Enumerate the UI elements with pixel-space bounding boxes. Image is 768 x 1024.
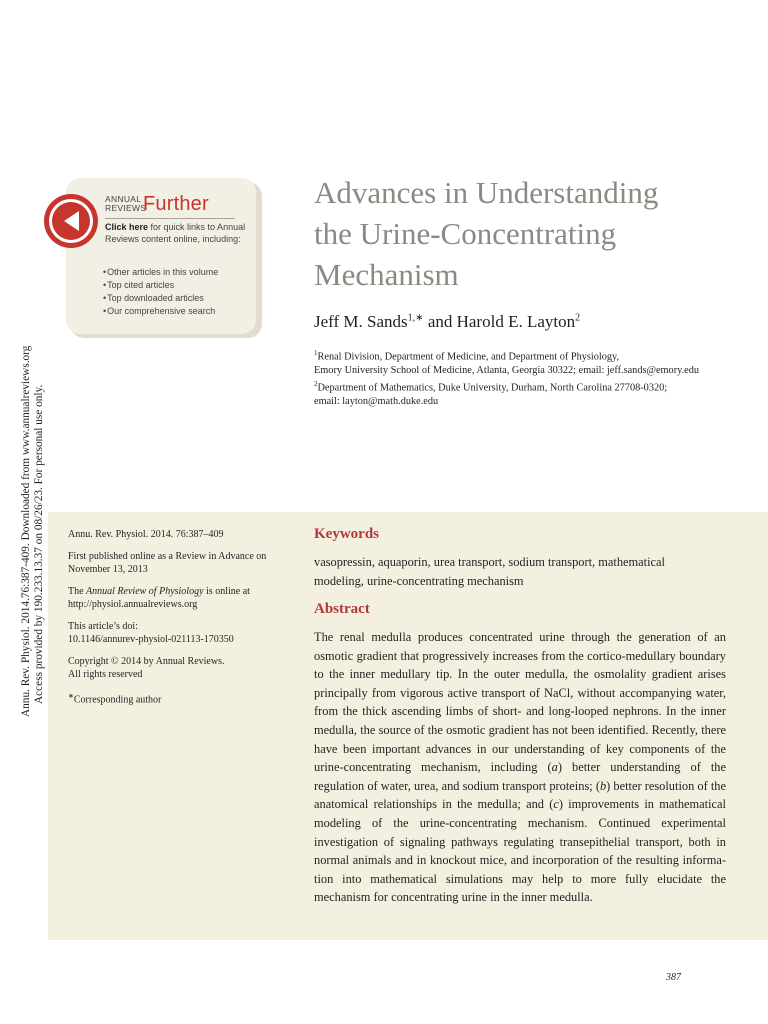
- article-title: Advances in Understanding the Urine-Concentrating Mechanism: [314, 175, 659, 292]
- side-note-line1: Annu. Rev. Physiol. 2014.76:387-409. Downloaded from www.annualreviews.org: [20, 345, 32, 717]
- further-links-list: [103, 266, 218, 318]
- doi: This article’s doi: 10.1146/annurev-physiol-021113-170350: [68, 621, 234, 645]
- copyright: Copyright © 2014 by Annual Reviews. All rights reserved: [68, 656, 225, 680]
- further-link-top-downloaded[interactable]: • Top downloaded articles: [103, 292, 218, 305]
- side-access-note: [0, 0, 45, 1024]
- further-link-other-articles[interactable]: • Other articles in this volume: [103, 266, 218, 279]
- keywords-text: vasopressin, aquaporin, urea transport, sodium transport, mathematical modeling, urine-concentrating mechanism: [314, 555, 665, 588]
- annual-reviews-logo: ANNUAL REVIEWS: [105, 194, 147, 213]
- abstract-heading: Abstract: [314, 601, 370, 617]
- author-sands: Jeff M. Sands: [314, 312, 408, 331]
- online-note: The Annual Review of Physiology is online at http://physiol.annualreviews.org: [68, 586, 250, 610]
- abstract-text: The renal medulla produces concentrated urine through the generation of an osmotic gradient that progressively increases from the cortico-medullary boundary to the inner medullary tip. In the outer medulla, the osmolality gradient arises principally from vigorous active transport of NaCl, without accompanying water, from the thick ascending limbs of short- and long-looped nephrons. In the inner medulla, the source of the osmotic gradient has not been identified. Recently, there have been important advances in our understanding of key components of the urine-concentrating mechanism, including (a) better understanding of the regulation of water, urea, and sodium transport proteins; (b) better resolution of the anatomical relationships in the medulla; and (c) improvements in mathematical modeling of the urine-concentrating mechanism. Continued experimental investigation of signaling pathways regulating transepithelial transport, both in normal animals and in knockout mice, and incorporation of the resulting information into mathematical simulations may help to more fully elucidate the mechanism for concentrating urine in the inner medulla.: [314, 630, 727, 905]
- page-number: 387: [666, 972, 681, 983]
- author-line: Jeff M. Sands$^{1,∗}$ and Harold E. Layton$^2$: [314, 312, 581, 331]
- side-note-line2: Access provided by 190.233.13.37 on 08/26/23. For personal use only.: [32, 384, 45, 704]
- corresponding-author: ∗Corresponding author: [68, 692, 162, 706]
- further-label: Further: [143, 193, 209, 215]
- further-divider: [105, 218, 235, 219]
- citation: Annu. Rev. Physiol. 2014. 76:387–409: [68, 529, 224, 540]
- keywords-heading: Keywords: [314, 526, 379, 542]
- further-arrow-icon[interactable]: [43, 193, 99, 249]
- further-link-top-cited[interactable]: • Top cited articles: [103, 279, 218, 292]
- first-published: First published online as a Review in Advance on November 13, 2013: [68, 551, 267, 575]
- article-meta: [68, 528, 293, 715]
- further-description: Click here for quick links to Annual Reviews content online, including:: [105, 222, 246, 244]
- click-here-link[interactable]: Click here: [105, 222, 149, 232]
- further-link-search[interactable]: • Our comprehensive search: [103, 305, 218, 318]
- affiliation-1: $^1$Renal Division, Department of Medicine, and Department of Physiology, Emory University School of Medicine, Atlanta, Georgia 30322; email: jeff.sands@emory.edu: [314, 349, 700, 377]
- author-layton: Harold E. Layton: [456, 312, 576, 331]
- affiliation-2: $^2$Department of Mathematics, Duke University, Durham, North Carolina 27708-0320; email: layton@math.duke.edu: [314, 380, 668, 408]
